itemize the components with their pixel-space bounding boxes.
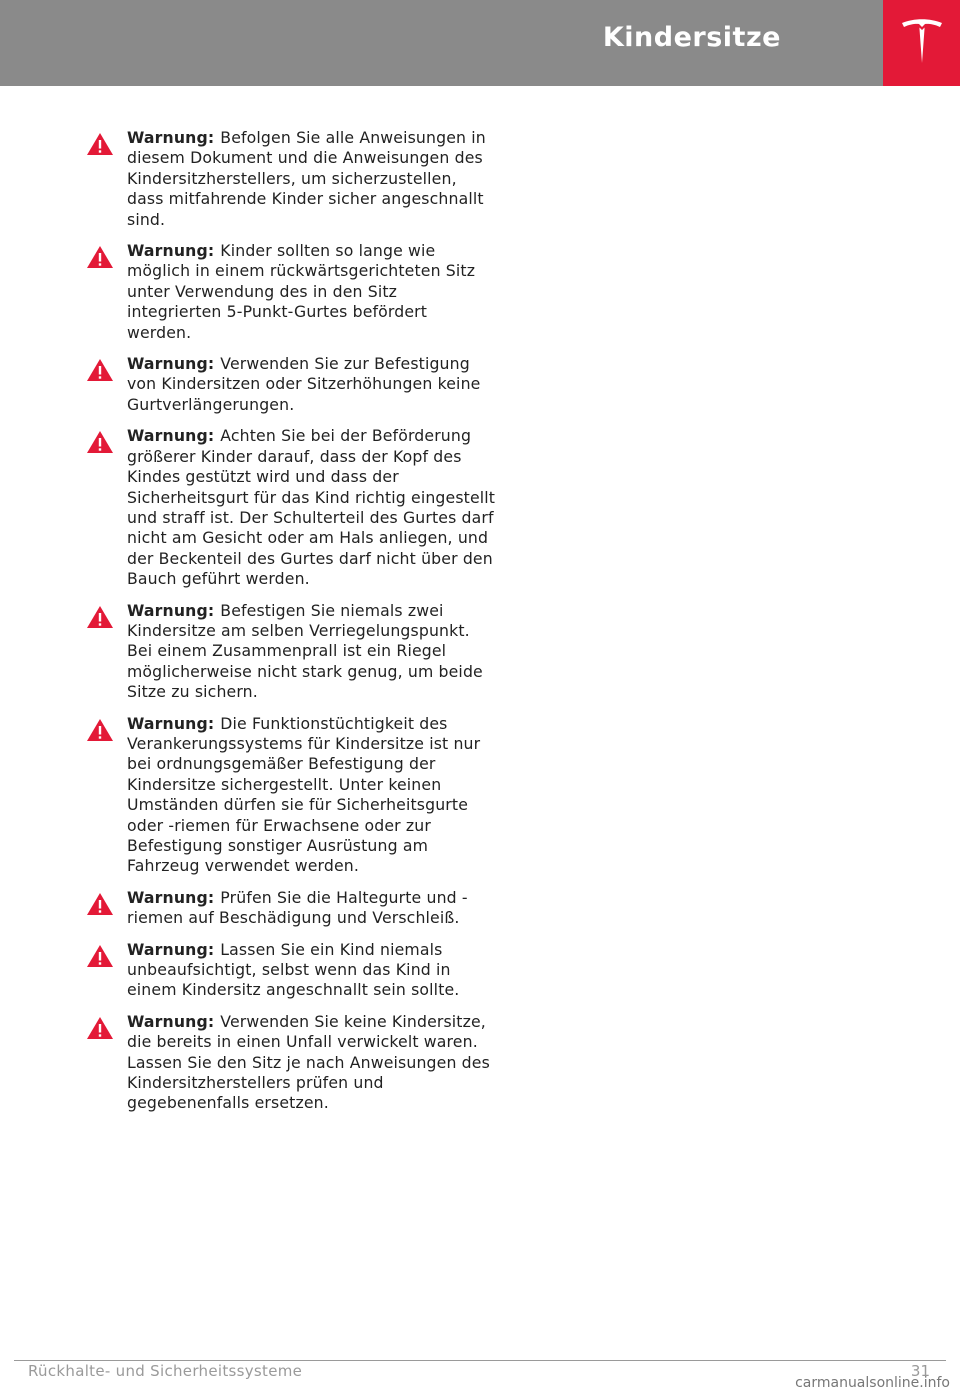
warning-label: Warnung: — [127, 241, 215, 261]
warning-triangle-icon — [86, 358, 114, 382]
warning-text — [127, 241, 496, 343]
warning-triangle-icon — [86, 132, 114, 156]
warning-body: Befestigen Sie niemals zwei Kindersitze am selben Verriegelungspunkt. Bei einem Zusammenprall ist ein Riegel möglicherweise nicht stark genug, um beide Sitze zu sichern. — [127, 600, 483, 702]
warning-text — [127, 714, 496, 877]
warning-item — [86, 354, 496, 415]
warning-triangle-icon — [86, 605, 114, 629]
warning-label: Warnung: — [127, 887, 215, 907]
warning-label: Warnung: — [127, 713, 215, 733]
warning-text — [127, 128, 496, 230]
warning-triangle-icon — [86, 892, 114, 916]
warning-label: Warnung: — [127, 426, 215, 446]
warning-item — [86, 426, 496, 589]
warning-triangle-icon — [86, 1016, 114, 1040]
warning-label: Warnung: — [127, 1011, 215, 1031]
warning-item — [86, 241, 496, 343]
warning-triangle-icon — [86, 430, 114, 454]
watermark: carmanualsonline.info — [795, 1375, 950, 1391]
page-number: 31 — [910, 1362, 930, 1380]
tesla-logo-icon — [900, 17, 944, 65]
page-title: Kindersitze — [602, 22, 781, 53]
warning-item — [86, 1012, 496, 1114]
warning-text — [127, 426, 496, 589]
warning-body: Lassen Sie ein Kind niemals unbeaufsichtigt, selbst wenn das Kind in einem Kindersitz angeschnallt sein sollte. — [127, 939, 460, 1000]
warning-body: Prüfen Sie die Haltegurte und -riemen auf Beschädigung und Verschleiß. — [127, 887, 468, 928]
warning-label: Warnung: — [127, 128, 215, 147]
warning-body: Verwenden Sie zur Befestigung von Kindersitzen oder Sitzerhöhungen keine Gurtverlängerungen. — [127, 354, 481, 414]
warning-item — [86, 940, 496, 1001]
warning-body: Kinder sollten so lange wie möglich in einem rückwärtsgerichteten Sitz unter Verwendung des in den Sitz integrierten 5-Punkt-Gurtes befördert werden. — [127, 241, 476, 342]
warning-label: Warnung: — [127, 600, 215, 620]
warning-label: Warnung: — [127, 939, 215, 959]
page-header — [0, 0, 883, 86]
warning-text — [127, 888, 496, 929]
warning-body: Verwenden Sie keine Kindersitze, die bereits in einen Unfall verwickelt waren. Lassen Sie den Sitz je nach Anweisungen des Kindersitzherstellers prüfen und gegebenenfalls ersetzen. — [127, 1011, 490, 1113]
warning-item — [86, 888, 496, 929]
warning-body: Befolgen Sie alle Anweisungen in diesem Dokument und die Anweisungen des Kindersitzherstellers, um sicherzustellen, dass mitfahrende Kinder sicher angeschnallt sind. — [127, 128, 486, 229]
warning-text — [127, 1012, 496, 1114]
warning-triangle-icon — [86, 718, 114, 742]
warning-label: Warnung: — [127, 354, 215, 374]
warning-body: Achten Sie bei der Beförderung größerer Kinder darauf, dass der Kopf des Kindes gestützt wird und dass der Sicherheitsgurt für das Kind richtig eingestellt und straff ist. Der Schulterteil des Gurtes darf nicht am Gesicht oder am Hals anliegen, und der Beckenteil des Gurtes darf nicht über den Bauch geführt werden. — [127, 426, 496, 589]
warning-triangle-icon — [86, 944, 114, 968]
footer-section-title: Rückhalte- und Sicherheitssysteme — [28, 1362, 303, 1380]
warning-item — [86, 128, 496, 230]
warning-text — [127, 601, 496, 703]
warning-text — [127, 940, 496, 1001]
warning-item — [86, 714, 496, 877]
footer-divider — [14, 1360, 946, 1361]
warning-body: Die Funktionstüchtigkeit des Verankerungssystems für Kindersitze ist nur bei ordnungsgemäßer Befestigung der Kindersitze sichergestellt. Unter keinen Umständen dürfen sie für Sicherheitsgurte oder -riemen für Erwachsene oder zur Befestigung sonstiger Ausrüstung am Fahrzeug verwendet werden. — [127, 713, 481, 876]
warning-item — [86, 601, 496, 703]
warnings-list — [86, 128, 496, 1125]
warning-triangle-icon — [86, 245, 114, 269]
warning-text — [127, 354, 496, 415]
brand-logo — [883, 0, 960, 86]
